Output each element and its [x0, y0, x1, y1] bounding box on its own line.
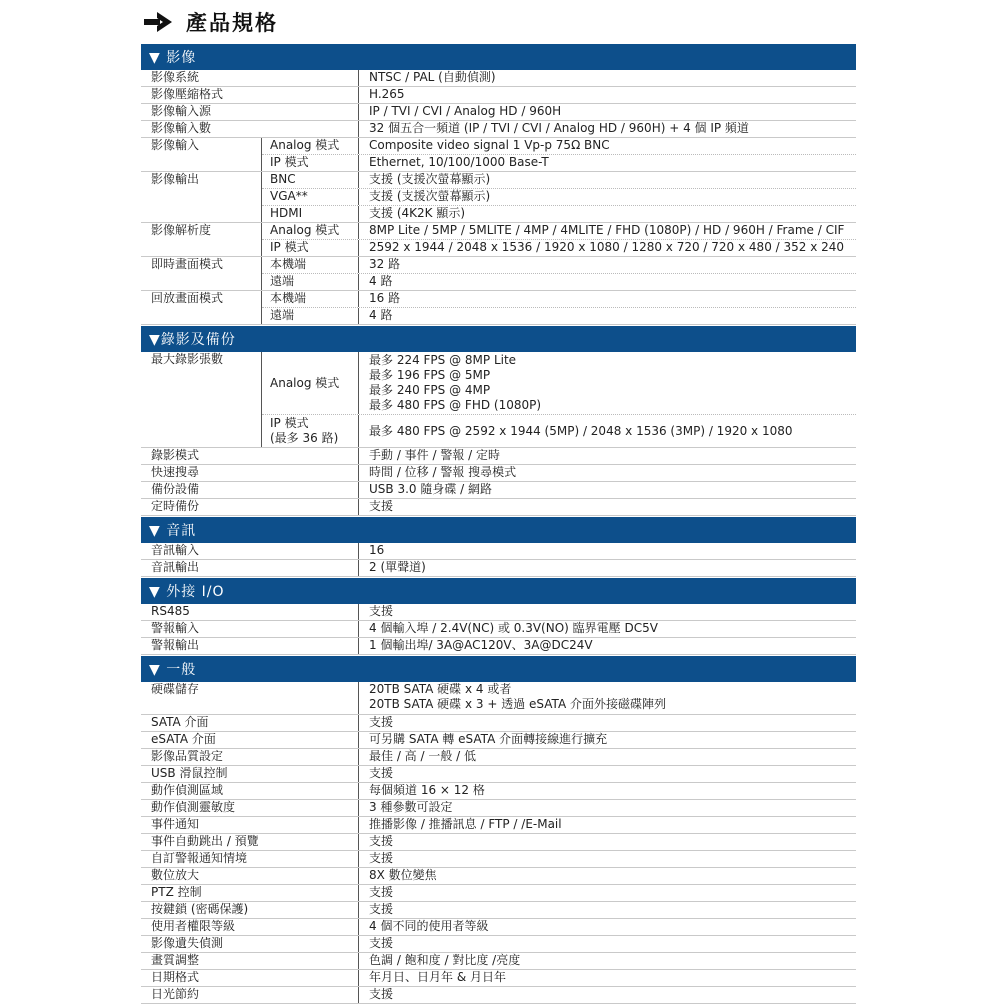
spec-value: 4 個不同的使用者等級	[369, 919, 489, 933]
spec-sublabel-line: IP 模式	[270, 416, 309, 430]
spec-subrow	[262, 352, 856, 415]
spec-row	[141, 936, 856, 953]
section-io	[141, 604, 856, 655]
spec-label: 影像輸出	[141, 172, 262, 222]
spec-value-line: 20TB SATA 硬碟 x 3 + 透過 eSATA 介面外接磁碟陣列	[369, 697, 666, 711]
spec-value: 推播影像 / 推播訊息 / FTP / /E-Mail	[369, 817, 562, 831]
spec-row-group	[141, 257, 856, 291]
spec-sublabel: 遠端	[262, 274, 359, 290]
spec-value: 4 個輸入埠 / 2.4V(NC) 或 0.3V(NO) 臨界電壓 DC5V	[369, 621, 658, 635]
spec-subrow	[262, 308, 856, 324]
spec-subrow	[262, 138, 856, 155]
spec-label: 最大錄影張數	[141, 352, 262, 447]
spec-sublabel: Analog 模式	[262, 352, 359, 414]
spec-sublabel: 本機端	[262, 257, 359, 273]
spec-value-multiline	[359, 682, 856, 714]
spec-value: NTSC / PAL (自動偵測)	[369, 70, 496, 84]
spec-row	[141, 970, 856, 987]
spec-label: 事件自動跳出 / 預覽	[141, 834, 359, 850]
spec-subrow	[262, 206, 856, 222]
section-header-recording: ▼錄影及備份	[141, 326, 856, 352]
spec-value: 支援 (支援次螢幕顯示)	[369, 172, 491, 186]
spec-label: 快速搜尋	[141, 465, 359, 481]
spec-row-group	[141, 172, 856, 223]
spec-row	[141, 499, 856, 516]
spec-row	[141, 482, 856, 499]
spec-row	[141, 87, 856, 104]
section-general	[141, 682, 856, 1004]
spec-value: 4 路	[369, 308, 393, 322]
spec-label: 畫質調整	[141, 953, 359, 969]
spec-sublabel: IP 模式	[262, 240, 359, 256]
page-title: 產品規格	[186, 11, 278, 35]
spec-row	[141, 800, 856, 817]
spec-label: 硬碟儲存	[141, 682, 359, 714]
spec-value: 2 (單聲道)	[369, 560, 426, 574]
spec-label: 影像解析度	[141, 223, 262, 256]
spec-row	[141, 465, 856, 482]
spec-label: 回放畫面模式	[141, 291, 262, 324]
arrow-right-icon	[144, 11, 174, 33]
spec-value: 3 種參數可設定	[369, 800, 453, 814]
spec-value: 4 路	[369, 274, 393, 288]
spec-value: 支援	[369, 936, 394, 950]
spec-label: 數位放大	[141, 868, 359, 884]
spec-label: 警報輸入	[141, 621, 359, 637]
spec-value: Ethernet, 10/100/1000 Base-T	[369, 155, 549, 169]
section-header-audio: ▼ 音訊	[141, 517, 856, 543]
spec-label: 警報輸出	[141, 638, 359, 654]
spec-label: SATA 介面	[141, 715, 359, 731]
spec-label: eSATA 介面	[141, 732, 359, 748]
spec-value: 8MP Lite / 5MP / 5MLITE / 4MP / 4MLITE / FHD (1080P) / HD / 960H / Frame / CIF	[369, 223, 845, 237]
spec-row	[141, 834, 856, 851]
spec-subrow	[262, 274, 856, 290]
spec-row	[141, 621, 856, 638]
spec-value: USB 3.0 隨身碟 / 網路	[369, 482, 493, 496]
spec-value: 支援	[369, 851, 394, 865]
spec-sublabel-multiline	[262, 415, 359, 447]
spec-row	[141, 70, 856, 87]
spec-sublabel: BNC	[262, 172, 359, 188]
spec-label: USB 滑鼠控制	[141, 766, 359, 782]
spec-value: 32 路	[369, 257, 401, 271]
spec-label: 定時備份	[141, 499, 359, 515]
section-video	[141, 70, 856, 325]
spec-subrow	[262, 172, 856, 189]
spec-sublabel: 本機端	[262, 291, 359, 307]
spec-label: PTZ 控制	[141, 885, 359, 901]
spec-row	[141, 817, 856, 834]
page-title-bar	[144, 6, 278, 38]
spec-subrow	[262, 155, 856, 171]
section-recording	[141, 352, 856, 516]
spec-value: 最多 480 FPS @ 2592 x 1944 (5MP) / 2048 x 1536 (3MP) / 1920 x 1080	[369, 423, 793, 438]
spec-sublabel: VGA**	[262, 189, 359, 205]
spec-label: 按鍵鎖 (密碼保護)	[141, 902, 359, 918]
spec-row	[141, 543, 856, 560]
spec-value-line: 最多 196 FPS @ 5MP	[369, 368, 491, 382]
spec-value-line: 最多 480 FPS @ FHD (1080P)	[369, 398, 542, 412]
spec-subrow	[262, 189, 856, 206]
spec-value: 2592 x 1944 / 2048 x 1536 / 1920 x 1080 / 1280 x 720 / 720 x 480 / 352 x 240	[369, 240, 845, 254]
spec-row-group	[141, 291, 856, 325]
spec-value: 每個頻道 16 × 12 格	[369, 783, 485, 797]
spec-label: 音訊輸入	[141, 543, 359, 559]
spec-value: 年月日、日月年 & 月日年	[369, 970, 506, 984]
spec-label: 日光節約	[141, 987, 359, 1003]
spec-label: 事件通知	[141, 817, 359, 833]
spec-label: 影像輸入源	[141, 104, 359, 120]
spec-value: 支援	[369, 715, 394, 729]
spec-value: 8X 數位變焦	[369, 868, 437, 882]
spec-label: 動作偵測區域	[141, 783, 359, 799]
spec-value: 最佳 / 高 / 一般 / 低	[369, 749, 477, 763]
spec-subrow	[262, 415, 856, 447]
spec-value: H.265	[369, 87, 405, 101]
spec-label: 音訊輸出	[141, 560, 359, 576]
spec-value: 支援	[369, 604, 394, 618]
spec-value: 支援	[369, 834, 394, 848]
spec-row	[141, 851, 856, 868]
spec-row	[141, 902, 856, 919]
spec-subrow	[262, 291, 856, 308]
spec-subrow	[262, 223, 856, 240]
spec-row	[141, 987, 856, 1004]
spec-sublabel: IP 模式	[262, 155, 359, 171]
spec-label: 日期格式	[141, 970, 359, 986]
spec-value: 手動 / 事件 / 警報 / 定時	[369, 448, 501, 462]
spec-label: 自訂警報通知情境	[141, 851, 359, 867]
spec-row-group	[141, 223, 856, 257]
spec-row	[141, 919, 856, 936]
spec-sublabel-line: (最多 36 路)	[270, 431, 339, 445]
spec-value: 支援	[369, 766, 394, 780]
spec-row	[141, 783, 856, 800]
spec-label: 影像系統	[141, 70, 359, 86]
spec-sublabel: HDMI	[262, 206, 359, 222]
spec-subrow	[262, 240, 856, 256]
spec-row	[141, 682, 856, 715]
spec-row	[141, 121, 856, 138]
spec-label: 影像壓縮格式	[141, 87, 359, 103]
spec-value: 支援 (支援次螢幕顯示)	[369, 189, 491, 203]
spec-row	[141, 715, 856, 732]
spec-value-line: 20TB SATA 硬碟 x 4 或者	[369, 682, 512, 696]
spec-label: 使用者權限等級	[141, 919, 359, 935]
spec-label: 影像品質設定	[141, 749, 359, 765]
spec-label: 錄影模式	[141, 448, 359, 464]
spec-value: 支援	[369, 987, 394, 1001]
spec-row	[141, 732, 856, 749]
spec-label: 影像輸入數	[141, 121, 359, 137]
spec-sublabel: Analog 模式	[262, 138, 359, 154]
spec-sublabel: 遠端	[262, 308, 359, 324]
section-header-io: ▼ 外接 I/O	[141, 578, 856, 604]
spec-label: RS485	[141, 604, 359, 620]
spec-value-multiline	[359, 352, 856, 414]
spec-sheet	[141, 44, 856, 1004]
spec-label: 即時畫面模式	[141, 257, 262, 290]
spec-row	[141, 104, 856, 121]
spec-row	[141, 885, 856, 902]
spec-value: 支援	[369, 499, 394, 513]
spec-row-group	[141, 352, 856, 448]
spec-row	[141, 604, 856, 621]
section-header-general: ▼ 一般	[141, 656, 856, 682]
spec-value: 1 個輸出埠/ 3A@AC120V、3A@DC24V	[369, 638, 593, 652]
spec-row	[141, 766, 856, 783]
spec-row	[141, 749, 856, 766]
spec-row-group	[141, 138, 856, 172]
spec-row	[141, 868, 856, 885]
spec-value: 支援	[369, 902, 394, 916]
spec-value: 16 路	[369, 291, 401, 305]
spec-value: 時間 / 位移 / 警報 搜尋模式	[369, 465, 517, 479]
spec-value: Composite video signal 1 Vp-p 75Ω BNC	[369, 138, 610, 152]
spec-value-line: 最多 224 FPS @ 8MP Lite	[369, 353, 517, 367]
spec-row	[141, 953, 856, 970]
spec-value: 支援	[369, 885, 394, 899]
spec-value: 色調 / 飽和度 / 對比度 /亮度	[369, 953, 521, 967]
spec-label: 動作偵測靈敏度	[141, 800, 359, 816]
spec-value: 可另購 SATA 轉 eSATA 介面轉接線進行擴充	[369, 732, 608, 746]
spec-value: 16	[369, 543, 385, 557]
spec-label: 影像輸入	[141, 138, 262, 171]
spec-value-line: 最多 240 FPS @ 4MP	[369, 383, 491, 397]
spec-label: 影像遺失偵測	[141, 936, 359, 952]
spec-label: 備份設備	[141, 482, 359, 498]
spec-value: 支援 (4K2K 顯示)	[369, 206, 466, 220]
section-audio	[141, 543, 856, 577]
spec-row	[141, 560, 856, 577]
spec-value: IP / TVI / CVI / Analog HD / 960H	[369, 104, 562, 118]
section-header-video: ▼ 影像	[141, 44, 856, 70]
spec-row	[141, 448, 856, 465]
spec-sublabel: Analog 模式	[262, 223, 359, 239]
spec-subrow	[262, 257, 856, 274]
spec-row	[141, 638, 856, 655]
spec-value: 32 個五合一頻道 (IP / TVI / CVI / Analog HD / 960H) + 4 個 IP 頻道	[369, 121, 749, 135]
